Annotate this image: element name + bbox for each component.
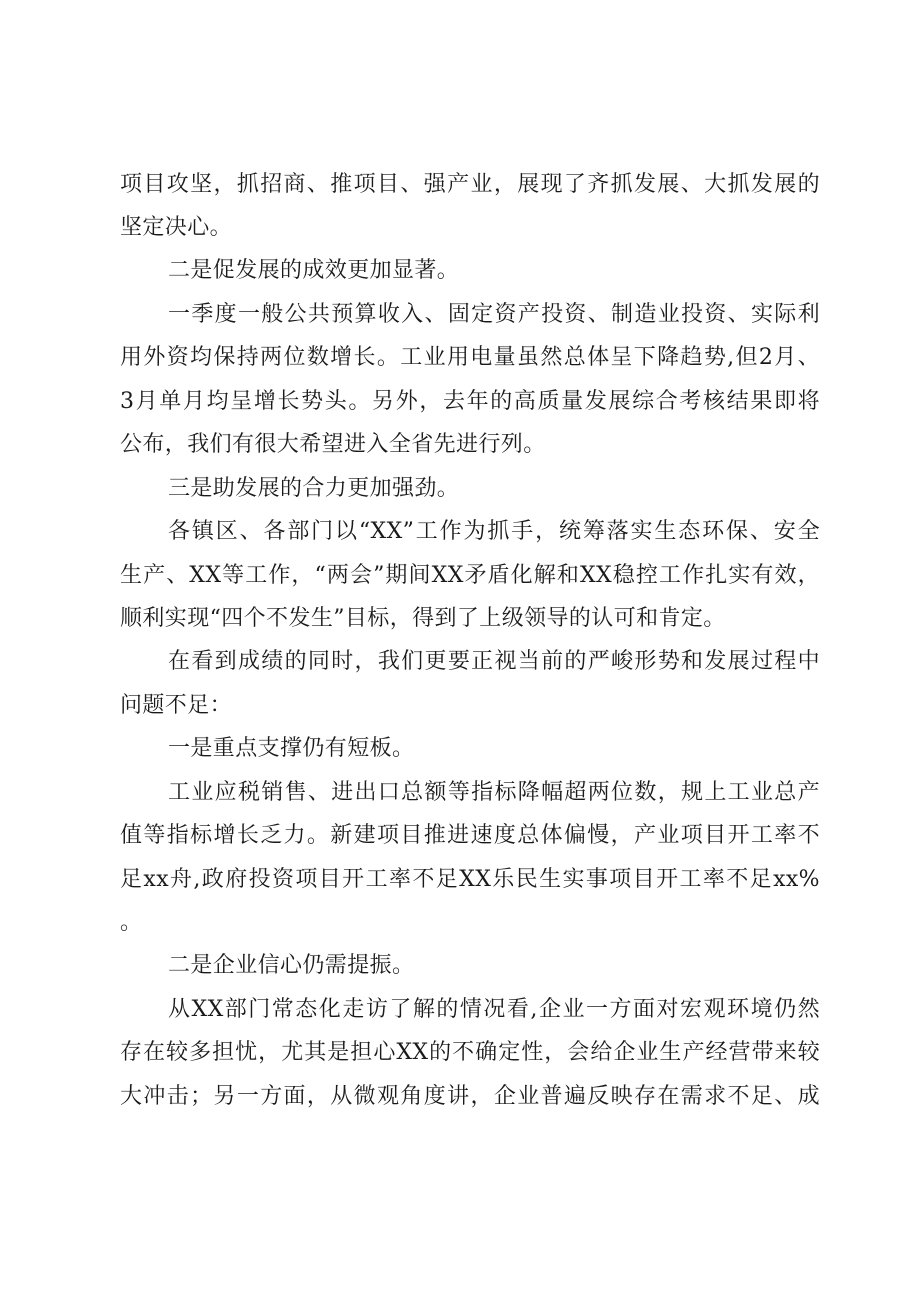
text-line: 顺利实现“四个不发生”目标，得到了上级领导的认可和肯定。 xyxy=(120,606,726,631)
text-line: 从XX部门常态化走访了解的情况看,企业一方面对宏观环境仍然 xyxy=(168,997,820,1022)
text-line: 3月单月均呈增长势头。另外，去年的高质量发展综合考核结果即将 xyxy=(120,389,820,414)
text-line: 足xx舟,政府投资项目开工率不足XX乐民生实事项目开工率不足xx% xyxy=(120,867,820,892)
section-heading: 二是促发展的成效更加显著。 xyxy=(168,258,460,283)
text-line: 工业应税销售、进出口总额等指标降幅超两位数，规上工业总产 xyxy=(168,780,820,805)
text-line: 生产、XX等工作，“两会”期间XX矛盾化解和XX稳控工作扎实有效， xyxy=(120,563,820,588)
text-line: 用外资均保持两位数增长。工业用电量虽然总体呈下降趋势,但2月、 xyxy=(120,345,820,370)
text-line: 公布，我们有很大希望进入全省先进行列。 xyxy=(120,432,546,457)
text-line: 坚定决心。 xyxy=(120,215,233,240)
text-line: 存在较多担忧，尤其是担心XX的不确定性，会给企业生产经营带来较 xyxy=(120,1040,820,1065)
section-heading: 三是助发展的合力更加强劲。 xyxy=(168,476,460,501)
text-line: 在看到成绩的同时，我们更要正视当前的严峻形势和发展过程中 xyxy=(168,649,820,674)
section-heading: 一是重点支撑仍有短板。 xyxy=(168,736,415,761)
text-line: 项目攻坚，抓招商、推项目、强产业，展现了齐抓发展、大抓发展的 xyxy=(120,172,820,197)
text-line: 大冲击；另一方面，从微观角度讲，企业普遍反映存在需求不足、成 xyxy=(120,1084,820,1109)
text-line: 值等指标增长乏力。新建项目推进速度总体偏慢，产业项目开工率不 xyxy=(120,823,820,848)
text-line: 问题不足： xyxy=(120,693,233,718)
section-heading: 二是企业信心仍需提振。 xyxy=(168,953,415,978)
text-line: 各镇区、各部门以“XX”工作为抓手，统筹落实生态环保、安全 xyxy=(168,519,820,544)
text-line: 一季度一般公共预算收入、固定资产投资、制造业投资、实际利 xyxy=(168,302,820,327)
text-line: 。 xyxy=(120,910,143,935)
